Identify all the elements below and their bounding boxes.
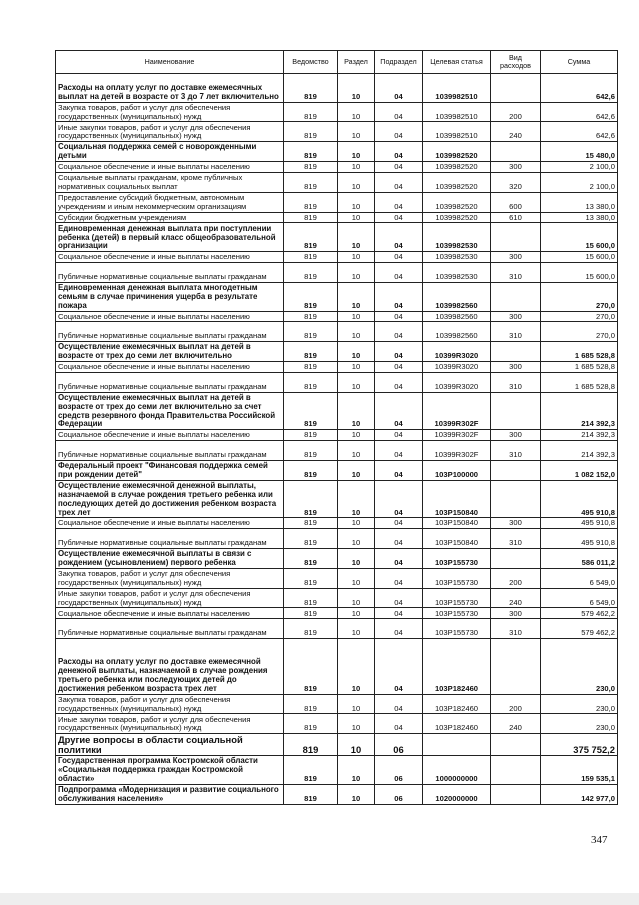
cell-vedomstvo: 819 (284, 460, 338, 480)
table-header-row (56, 51, 618, 74)
cell-celevaya-statya: 103P150840 (423, 518, 491, 529)
cell-vedomstvo: 819 (284, 714, 338, 734)
cell-vid-rashodov: 240 (491, 122, 541, 142)
cell-vid-rashodov (491, 392, 541, 430)
table-row (56, 162, 618, 173)
cell-name: Закупка товаров, работ и услуг для обеспечения государственных (муниципальных) нужд (56, 568, 284, 588)
cell-celevaya-statya: 103P182460 (423, 714, 491, 734)
cell-vedomstvo: 819 (284, 619, 338, 639)
cell-celevaya-statya (423, 734, 491, 756)
table-row (56, 192, 618, 212)
cell-razdel: 10 (338, 639, 375, 694)
budget-sheet (55, 50, 617, 805)
cell-vedomstvo: 819 (284, 263, 338, 283)
table-row (56, 639, 618, 694)
cell-razdel: 10 (338, 619, 375, 639)
cell-summa: 495 910,8 (541, 529, 618, 549)
table-row (56, 734, 618, 756)
cell-summa: 6 549,0 (541, 568, 618, 588)
cell-vedomstvo: 819 (284, 372, 338, 392)
cell-vedomstvo: 819 (284, 342, 338, 362)
cell-celevaya-statya: 1039982560 (423, 322, 491, 342)
table-row (56, 342, 618, 362)
cell-celevaya-statya: 103P155730 (423, 588, 491, 608)
cell-podrazdel: 04 (375, 74, 423, 103)
cell-celevaya-statya: 103P155730 (423, 549, 491, 569)
table-row (56, 223, 618, 252)
cell-vedomstvo: 819 (284, 756, 338, 785)
cell-podrazdel: 04 (375, 282, 423, 311)
cell-name: Субсидии бюджетным учреждениям (56, 212, 284, 223)
cell-name: Социальные выплаты гражданам, кроме публичных нормативных социальных выплат (56, 172, 284, 192)
cell-name: Социальное обеспечение и иные выплаты населению (56, 311, 284, 322)
table-body (56, 74, 618, 805)
cell-vid-rashodov: 300 (491, 252, 541, 263)
cell-name: Социальное обеспечение и иные выплаты населению (56, 252, 284, 263)
cell-vedomstvo: 819 (284, 311, 338, 322)
cell-name: Предоставление субсидий бюджетным, автономным учреждениям и иным некоммерческим организациям (56, 192, 284, 212)
cell-razdel: 10 (338, 342, 375, 362)
cell-name: Социальное обеспечение и иные выплаты населению (56, 430, 284, 441)
cell-name: Социальное обеспечение и иные выплаты населению (56, 518, 284, 529)
table-row (56, 568, 618, 588)
cell-celevaya-statya: 1039982530 (423, 223, 491, 252)
cell-summa: 270,0 (541, 322, 618, 342)
cell-podrazdel: 04 (375, 212, 423, 223)
cell-razdel: 10 (338, 172, 375, 192)
cell-razdel: 10 (338, 162, 375, 173)
table-row (56, 784, 618, 804)
cell-summa: 642,6 (541, 74, 618, 103)
cell-podrazdel: 04 (375, 480, 423, 518)
header-vid-rashodov: Вид расходов (491, 51, 541, 74)
cell-celevaya-statya: 1039982520 (423, 172, 491, 192)
cell-summa: 2 100,0 (541, 172, 618, 192)
cell-vid-rashodov (491, 142, 541, 162)
cell-celevaya-statya: 103P150840 (423, 529, 491, 549)
cell-celevaya-statya: 1000000000 (423, 756, 491, 785)
cell-podrazdel: 04 (375, 311, 423, 322)
cell-razdel: 10 (338, 518, 375, 529)
cell-podrazdel: 04 (375, 223, 423, 252)
cell-summa: 142 977,0 (541, 784, 618, 804)
cell-vedomstvo: 819 (284, 102, 338, 122)
cell-razdel: 10 (338, 102, 375, 122)
cell-podrazdel: 04 (375, 714, 423, 734)
cell-celevaya-statya: 1039982560 (423, 282, 491, 311)
cell-podrazdel: 04 (375, 460, 423, 480)
cell-vedomstvo: 819 (284, 480, 338, 518)
cell-celevaya-statya: 103P155730 (423, 608, 491, 619)
cell-podrazdel: 04 (375, 639, 423, 694)
cell-name: Расходы на оплату услуг по доставке ежемесячной денежной выплаты, назначаемой в случае рождения третьего ребенка или последующих детей до достижения ребенком возраста трех лет (56, 639, 284, 694)
cell-vid-rashodov (491, 549, 541, 569)
cell-vedomstvo: 819 (284, 172, 338, 192)
cell-name: Социальное обеспечение и иные выплаты населению (56, 162, 284, 173)
cell-name: Публичные нормативные социальные выплаты гражданам (56, 263, 284, 283)
cell-name: Иные закупки товаров, работ и услуг для обеспечения государственных (муниципальных) нужд (56, 122, 284, 142)
cell-vid-rashodov: 310 (491, 263, 541, 283)
cell-razdel: 10 (338, 608, 375, 619)
cell-vedomstvo: 819 (284, 122, 338, 142)
cell-razdel: 10 (338, 263, 375, 283)
cell-summa: 214 392,3 (541, 441, 618, 461)
cell-celevaya-statya: 1039982510 (423, 122, 491, 142)
cell-name: Другие вопросы в области социальной политики (56, 734, 284, 756)
cell-podrazdel: 04 (375, 694, 423, 714)
header-podrazdel: Подраздел (375, 51, 423, 74)
cell-vid-rashodov (491, 756, 541, 785)
header-vedomstvo: Ведомство (284, 51, 338, 74)
table-row (56, 74, 618, 103)
cell-vid-rashodov: 240 (491, 588, 541, 608)
cell-vedomstvo: 819 (284, 568, 338, 588)
cell-podrazdel: 04 (375, 342, 423, 362)
cell-podrazdel: 04 (375, 518, 423, 529)
cell-summa: 1 685 528,8 (541, 342, 618, 362)
cell-vedomstvo: 819 (284, 549, 338, 569)
table-row (56, 142, 618, 162)
cell-podrazdel: 04 (375, 529, 423, 549)
cell-celevaya-statya: 1039982520 (423, 212, 491, 223)
cell-vid-rashodov: 310 (491, 372, 541, 392)
cell-vid-rashodov (491, 734, 541, 756)
cell-vedomstvo: 819 (284, 74, 338, 103)
table-row (56, 362, 618, 373)
cell-razdel: 10 (338, 734, 375, 756)
cell-podrazdel: 04 (375, 142, 423, 162)
cell-razdel: 10 (338, 192, 375, 212)
cell-summa: 13 380,0 (541, 192, 618, 212)
cell-summa: 642,6 (541, 122, 618, 142)
header-name: Наименование (56, 51, 284, 74)
cell-name: Федеральный проект "Финансовая поддержка семей при рождении детей" (56, 460, 284, 480)
cell-vedomstvo: 819 (284, 252, 338, 263)
cell-celevaya-statya: 1039982510 (423, 102, 491, 122)
table-row (56, 311, 618, 322)
cell-podrazdel: 04 (375, 372, 423, 392)
cell-summa: 15 600,0 (541, 223, 618, 252)
cell-summa: 495 910,8 (541, 518, 618, 529)
cell-vid-rashodov: 300 (491, 518, 541, 529)
cell-vid-rashodov: 310 (491, 619, 541, 639)
table-row (56, 460, 618, 480)
cell-summa: 586 011,2 (541, 549, 618, 569)
cell-razdel: 10 (338, 430, 375, 441)
cell-podrazdel: 04 (375, 252, 423, 263)
cell-razdel: 10 (338, 212, 375, 223)
budget-table (55, 50, 618, 805)
table-row (56, 518, 618, 529)
table-row (56, 588, 618, 608)
cell-summa: 375 752,2 (541, 734, 618, 756)
cell-vid-rashodov: 300 (491, 362, 541, 373)
cell-vid-rashodov: 240 (491, 714, 541, 734)
cell-celevaya-statya: 103P182460 (423, 694, 491, 714)
cell-vedomstvo: 819 (284, 529, 338, 549)
cell-celevaya-statya: 10399R3020 (423, 372, 491, 392)
cell-podrazdel: 06 (375, 756, 423, 785)
cell-vid-rashodov: 300 (491, 162, 541, 173)
header-summa: Сумма (541, 51, 618, 74)
cell-razdel: 10 (338, 588, 375, 608)
cell-vedomstvo: 819 (284, 192, 338, 212)
cell-summa: 270,0 (541, 311, 618, 322)
cell-summa: 6 549,0 (541, 588, 618, 608)
cell-summa: 1 082 152,0 (541, 460, 618, 480)
cell-summa: 15 600,0 (541, 263, 618, 283)
table-row (56, 392, 618, 430)
table-row (56, 480, 618, 518)
cell-vedomstvo: 819 (284, 430, 338, 441)
cell-summa: 579 462,2 (541, 619, 618, 639)
cell-podrazdel: 04 (375, 568, 423, 588)
cell-name: Закупка товаров, работ и услуг для обеспечения государственных (муниципальных) нужд (56, 694, 284, 714)
cell-vid-rashodov: 310 (491, 322, 541, 342)
cell-razdel: 10 (338, 282, 375, 311)
cell-celevaya-statya: 103P182460 (423, 639, 491, 694)
table-row (56, 549, 618, 569)
cell-vid-rashodov: 610 (491, 212, 541, 223)
cell-vid-rashodov: 200 (491, 694, 541, 714)
cell-vid-rashodov: 300 (491, 311, 541, 322)
cell-podrazdel: 04 (375, 619, 423, 639)
cell-vid-rashodov (491, 784, 541, 804)
table-row (56, 102, 618, 122)
cell-name: Закупка товаров, работ и услуг для обеспечения государственных (муниципальных) нужд (56, 102, 284, 122)
cell-podrazdel: 04 (375, 392, 423, 430)
cell-summa: 15 480,0 (541, 142, 618, 162)
table-row (56, 619, 618, 639)
cell-summa: 230,0 (541, 639, 618, 694)
cell-razdel: 10 (338, 756, 375, 785)
cell-vedomstvo: 819 (284, 734, 338, 756)
cell-name: Публичные нормативные социальные выплаты гражданам (56, 619, 284, 639)
cell-razdel: 10 (338, 372, 375, 392)
cell-summa: 2 100,0 (541, 162, 618, 173)
cell-celevaya-statya: 10399R3020 (423, 342, 491, 362)
cell-summa: 1 685 528,8 (541, 372, 618, 392)
header-razdel: Раздел (338, 51, 375, 74)
cell-celevaya-statya: 1039982520 (423, 162, 491, 173)
cell-podrazdel: 04 (375, 430, 423, 441)
cell-razdel: 10 (338, 549, 375, 569)
table-row (56, 608, 618, 619)
cell-vedomstvo: 819 (284, 639, 338, 694)
cell-podrazdel: 04 (375, 549, 423, 569)
cell-celevaya-statya: 1039982530 (423, 252, 491, 263)
page-number: 347 (591, 834, 608, 846)
cell-vedomstvo: 819 (284, 223, 338, 252)
cell-podrazdel: 04 (375, 588, 423, 608)
cell-razdel: 10 (338, 223, 375, 252)
cell-name: Публичные нормативные социальные выплаты гражданам (56, 372, 284, 392)
table-row (56, 441, 618, 461)
cell-name: Осуществление ежемесячной выплаты в связи с рождением (усыновлением) первого ребенка (56, 549, 284, 569)
cell-podrazdel: 04 (375, 192, 423, 212)
cell-vedomstvo: 819 (284, 518, 338, 529)
cell-name: Подпрограмма «Модернизация и развитие социального обслуживания населения» (56, 784, 284, 804)
cell-summa: 13 380,0 (541, 212, 618, 223)
cell-summa: 642,6 (541, 102, 618, 122)
cell-podrazdel: 04 (375, 362, 423, 373)
table-row (56, 122, 618, 142)
cell-podrazdel: 04 (375, 172, 423, 192)
cell-razdel: 10 (338, 480, 375, 518)
cell-razdel: 10 (338, 529, 375, 549)
table-row (56, 714, 618, 734)
cell-podrazdel: 04 (375, 162, 423, 173)
cell-celevaya-statya: 10399R3020 (423, 362, 491, 373)
cell-summa: 579 462,2 (541, 608, 618, 619)
cell-summa: 15 600,0 (541, 252, 618, 263)
cell-vid-rashodov (491, 480, 541, 518)
cell-vedomstvo: 819 (284, 142, 338, 162)
cell-vedomstvo: 819 (284, 784, 338, 804)
cell-celevaya-statya: 10399R302F (423, 430, 491, 441)
cell-name: Социальное обеспечение и иные выплаты населению (56, 608, 284, 619)
cell-vedomstvo: 819 (284, 322, 338, 342)
cell-vid-rashodov: 200 (491, 568, 541, 588)
cell-vid-rashodov: 200 (491, 102, 541, 122)
cell-vid-rashodov: 300 (491, 608, 541, 619)
cell-celevaya-statya: 1039982520 (423, 192, 491, 212)
cell-summa: 214 392,3 (541, 430, 618, 441)
cell-razdel: 10 (338, 311, 375, 322)
cell-podrazdel: 04 (375, 608, 423, 619)
table-row (56, 322, 618, 342)
cell-vid-rashodov (491, 223, 541, 252)
cell-name: Иные закупки товаров, работ и услуг для обеспечения государственных (муниципальных) нужд (56, 588, 284, 608)
cell-podrazdel: 04 (375, 122, 423, 142)
cell-razdel: 10 (338, 322, 375, 342)
page-bottom-strip (0, 893, 639, 905)
cell-celevaya-statya: 10399R302F (423, 441, 491, 461)
cell-razdel: 10 (338, 74, 375, 103)
cell-celevaya-statya: 1020000000 (423, 784, 491, 804)
cell-vid-rashodov: 300 (491, 430, 541, 441)
cell-celevaya-statya: 1039982560 (423, 311, 491, 322)
cell-vedomstvo: 819 (284, 588, 338, 608)
cell-summa: 159 535,1 (541, 756, 618, 785)
cell-celevaya-statya: 103P155730 (423, 619, 491, 639)
cell-vedomstvo: 819 (284, 362, 338, 373)
cell-vedomstvo: 819 (284, 694, 338, 714)
cell-summa: 495 910,8 (541, 480, 618, 518)
cell-podrazdel: 04 (375, 263, 423, 283)
cell-name: Осуществление ежемесячной денежной выплаты, назначаемой в случае рождения третьего ребенка или последующих детей до достижения ребенком возраста трех лет (56, 480, 284, 518)
cell-celevaya-statya: 1039982530 (423, 263, 491, 283)
cell-razdel: 10 (338, 122, 375, 142)
cell-vid-rashodov (491, 74, 541, 103)
table-row (56, 372, 618, 392)
cell-summa: 214 392,3 (541, 392, 618, 430)
table-row (56, 212, 618, 223)
cell-razdel: 10 (338, 784, 375, 804)
table-row (56, 694, 618, 714)
cell-razdel: 10 (338, 694, 375, 714)
cell-celevaya-statya: 1039982510 (423, 74, 491, 103)
cell-podrazdel: 04 (375, 322, 423, 342)
cell-celevaya-statya: 103P155730 (423, 568, 491, 588)
cell-celevaya-statya: 103P100000 (423, 460, 491, 480)
cell-summa: 230,0 (541, 714, 618, 734)
cell-summa: 1 685 528,8 (541, 362, 618, 373)
cell-name: Публичные нормативные социальные выплаты гражданам (56, 322, 284, 342)
cell-name: Публичные нормативные социальные выплаты гражданам (56, 441, 284, 461)
table-row (56, 172, 618, 192)
cell-razdel: 10 (338, 392, 375, 430)
cell-vedomstvo: 819 (284, 392, 338, 430)
cell-celevaya-statya: 10399R302F (423, 392, 491, 430)
cell-vid-rashodov (491, 282, 541, 311)
cell-vedomstvo: 819 (284, 282, 338, 311)
table-row (56, 430, 618, 441)
cell-name: Единовременная денежная выплата многодетным семьям в случае причинения ущерба в результате пожара (56, 282, 284, 311)
cell-vid-rashodov (491, 460, 541, 480)
cell-vid-rashodov (491, 639, 541, 694)
cell-summa: 230,0 (541, 694, 618, 714)
cell-razdel: 10 (338, 714, 375, 734)
cell-vedomstvo: 819 (284, 608, 338, 619)
cell-celevaya-statya: 1039982520 (423, 142, 491, 162)
cell-razdel: 10 (338, 142, 375, 162)
cell-vedomstvo: 819 (284, 162, 338, 173)
cell-podrazdel: 04 (375, 441, 423, 461)
cell-name: Социальная поддержка семей с новорожденными детьми (56, 142, 284, 162)
header-celevaya-statya: Целевая статья (423, 51, 491, 74)
cell-razdel: 10 (338, 568, 375, 588)
cell-podrazdel: 06 (375, 784, 423, 804)
cell-summa: 270,0 (541, 282, 618, 311)
cell-name: Единовременная денежная выплата при поступлении ребенка (детей) в первый класс общеобразовательной организации (56, 223, 284, 252)
cell-name: Государственная программа Костромской области «Социальная поддержка граждан Костромской области» (56, 756, 284, 785)
cell-name: Осуществление ежемесячных выплат на детей в возрасте от трех до семи лет включительно (56, 342, 284, 362)
cell-name: Социальное обеспечение и иные выплаты населению (56, 362, 284, 373)
cell-vid-rashodov: 600 (491, 192, 541, 212)
cell-vid-rashodov (491, 342, 541, 362)
cell-podrazdel: 04 (375, 102, 423, 122)
cell-name: Иные закупки товаров, работ и услуг для обеспечения государственных (муниципальных) нужд (56, 714, 284, 734)
cell-vid-rashodov: 310 (491, 441, 541, 461)
table-row (56, 529, 618, 549)
table-row (56, 282, 618, 311)
cell-name: Расходы на оплату услуг по доставке ежемесячных выплат на детей в возрасте от 3 до 7 лет включительно (56, 74, 284, 103)
cell-razdel: 10 (338, 362, 375, 373)
cell-vid-rashodov: 320 (491, 172, 541, 192)
cell-razdel: 10 (338, 252, 375, 263)
cell-razdel: 10 (338, 460, 375, 480)
cell-vid-rashodov: 310 (491, 529, 541, 549)
cell-vedomstvo: 819 (284, 212, 338, 223)
table-row (56, 756, 618, 785)
cell-vedomstvo: 819 (284, 441, 338, 461)
cell-name: Публичные нормативные социальные выплаты гражданам (56, 529, 284, 549)
cell-razdel: 10 (338, 441, 375, 461)
cell-name: Осуществление ежемесячных выплат на детей в возрасте от трех до семи лет включительно за счет средств резервного фонда Правительства Российской Федерации (56, 392, 284, 430)
table-row (56, 263, 618, 283)
cell-celevaya-statya: 103P150840 (423, 480, 491, 518)
cell-podrazdel: 06 (375, 734, 423, 756)
table-row (56, 252, 618, 263)
